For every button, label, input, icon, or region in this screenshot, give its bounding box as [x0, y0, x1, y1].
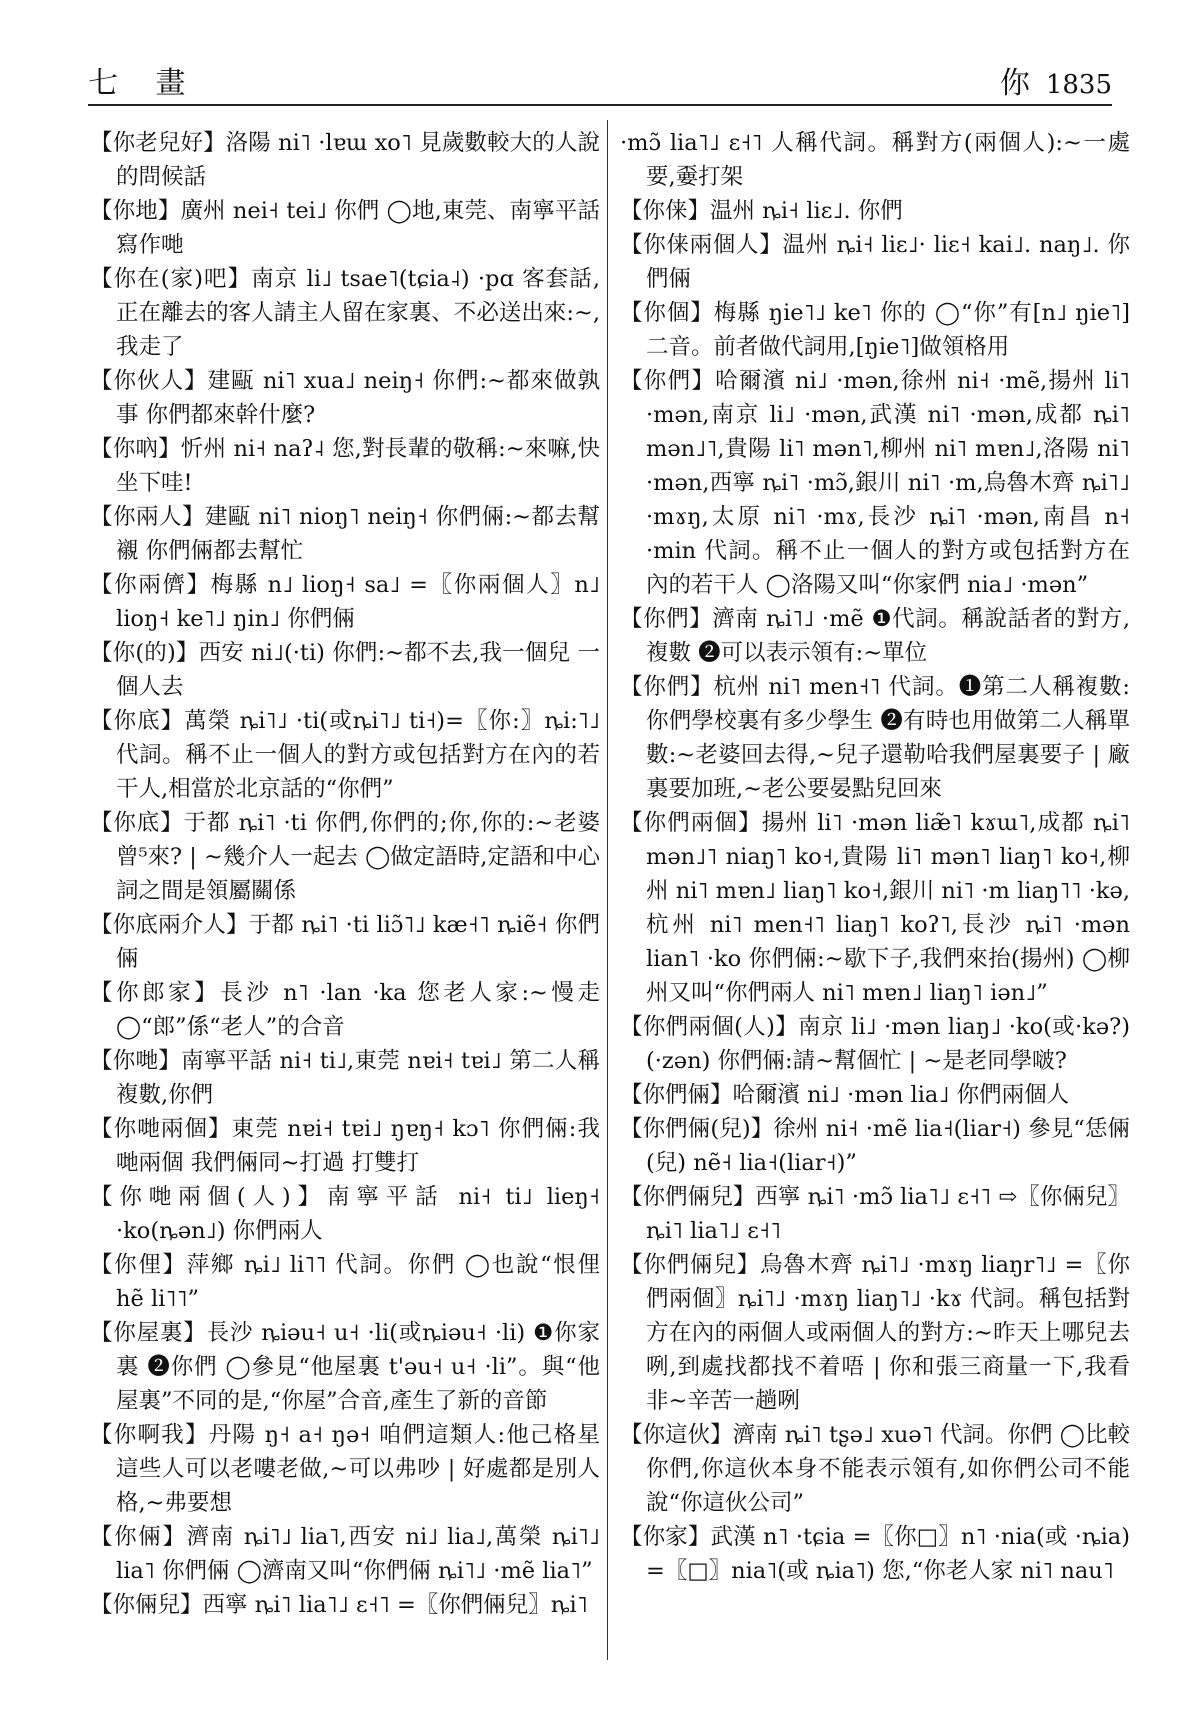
dictionary-entry: 【你(的)】西安 ni˩(·ti) 你們:~都不去,我一個兒 一個人去	[90, 640, 600, 700]
right-column	[620, 126, 1130, 1588]
dictionary-entry: 【你在(家)吧】南京 li˩ tsae˥(tɕia˨) ·pɑ 客套話,正在離去的客人請主人留在家裏、不必送出來:~,我走了	[90, 266, 600, 360]
dictionary-entry: 【你們倆(兒)】徐州 ni˧ ·mẽ lia˧(liar˧) 參見“恁倆(兒) nẽ˧ lia˧(liar˧)”	[620, 1116, 1130, 1176]
left-column	[90, 126, 600, 1622]
section-label: 七 畫	[88, 66, 200, 101]
dictionary-entry: 【你們】哈爾濱 ni˩ ·mən,徐州 ni˧ ·mẽ,揚州 li˥ ·mən,南京 li˩ ·mən,武漢 ni˥ ·mən,成都 ȵi˥ mən˩˥,貴陽 li˥ mən˥,柳州 ni˥ mɐn˩,洛陽 ni˥ ·mən,西寧 ȵi˥ ·mɔ̃,銀川 ni˥ ·m,烏魯木齊 ȵi˥˩ ·mɤŋ,太原 ni˥ ·mɤ,長沙 ȵi˥ ·mən,南昌 n˧ ·min 代詞。稱不止一個人的對方或包括對方在內的若干人 ◯洛陽又叫“你家們 nia˩ ·mən”	[620, 368, 1130, 598]
dictionary-entry: 【你俚】萍鄉 ȵi˩ li˥˥ 代詞。你們 ◯也說“恨俚 hẽ li˥˥”	[90, 1252, 600, 1312]
dictionary-entry: 【你個】梅縣 ŋie˥˩ ke˥ 你的 ◯“你”有[n˩ ŋie˥]二音。前者做代詞用,[ŋie˥]做領格用	[620, 300, 1130, 360]
dictionary-entry: 【你底】于都 ȵi˥ ·ti 你們,你們的;你,你的:~老婆曾⁵來? | ~幾介人一起去 ◯做定語時,定語和中心詞之間是領屬關係	[90, 810, 600, 904]
header-rule	[88, 104, 1112, 106]
dictionary-entry: 【你伙人】建甌 ni˥ xua˩ neiŋ˧ 你們:~都來做孰事 你們都來幹什麼?	[90, 368, 600, 428]
dictionary-entry: 【你屋裏】長沙 ȵiəu˧ u˧ ·li(或ȵiəu˧ ·li) ❶你家裏 ❷你們 ◯參見“他屋裏 t'əu˧ u˧ ·li”。與“他屋裏”不同的是,“你屋”合音,產生了新的音節	[90, 1320, 600, 1414]
dictionary-entry: 【你兩儕】梅縣 n˩ lioŋ˧ sa˩ =〖你兩個人〗n˩ lioŋ˧ ke˥˩ ŋin˩ 你們倆	[90, 572, 600, 632]
dictionary-entry: 【你兩人】建甌 ni˥ nioŋ˥ neiŋ˧ 你們倆:~都去幫襯 你們倆都去幫忙	[90, 504, 600, 564]
dictionary-entry: 【你們倆】哈爾濱 ni˩ ·mən lia˩ 你們兩個人	[620, 1082, 1070, 1108]
dictionary-entry: 【你吶】忻州 ni˧ naʔ˨ 您,對長輩的敬稱:~來嘛,快坐下哇!	[90, 436, 600, 496]
dictionary-entry: 【你哋兩個】東莞 nɐi˧ tɐi˩ ŋɐŋ˧ kɔ˥ 你們倆:我哋兩個 我們倆同~打過 打雙打	[90, 1116, 600, 1176]
running-headword: 你	[999, 66, 1030, 101]
dictionary-entry: 【你俫】温州 ȵi˧ liɛ˩. 你們	[620, 198, 903, 224]
dictionary-entry: 【你們兩個(人)】南京 li˩ ·mən liaŋ˩ ·ko(或·kə?)(·zən) 你們倆:請~幫個忙 | ~是老同學啵?	[620, 1014, 1130, 1074]
dictionary-entry: 【你倆】濟南 ȵi˥˩ lia˥,西安 ni˩ lia˩,萬榮 ȵi˥˩ lia˥ 你們倆 ◯濟南又叫“你們倆 ȵi˥˩ ·mẽ lia˥”	[90, 1524, 600, 1584]
dictionary-entry: 【你老兒好】洛陽 ni˥ ·lɐɯ xo˥ 見歲數較大的人說的問候話	[90, 130, 600, 190]
dictionary-entry: 【你俫兩個人】温州 ȵi˧ liɛ˩· liɛ˧ kai˩. naŋ˩. 你們倆	[620, 232, 1130, 292]
dictionary-entry: 【你們】杭州 ni˥ men˧˥ 代詞。❶第二人稱複數:你們學校裏有多少學生 ❷有時也用做第二人稱單數:~老婆回去得,~兒子還勒哈我們屋裏要子 | 廠裏要加班,~老公要晏點兒回來	[620, 674, 1130, 802]
page-number: 1835	[1045, 70, 1112, 100]
dictionary-entry: 【你啊我】丹陽 ŋ˧ a˧ ŋə˧ 咱們這類人:他己格星 這些人可以老嘍老做,~可以弗吵 | 好處都是別人格,~弗要想	[90, 1422, 600, 1516]
dictionary-entry: 【你地】廣州 nei˧ tei˩ 你們 ◯地,東莞、南寧平話寫作哋	[90, 198, 600, 258]
column-divider	[607, 120, 608, 1660]
dictionary-entry: 【你底】萬榮 ȵi˥˩ ·ti(或ȵi˥˩ ti˧)=〖你:〗ȵi:˥˩ 代詞。稱不止一個人的對方或包括對方在內的若干人,相當於北京話的“你們”	[90, 708, 600, 802]
dictionary-entry: 【你們倆兒】烏魯木齊 ȵi˥˩ ·mɤŋ liaŋr˥˩ =〖你們兩個〗ȵi˥˩ ·mɤŋ liaŋ˥˩ ·kɤ 代詞。稱包括對方在內的兩個人或兩個人的對方:~昨天上哪兒去咧,到處找都找不着唔 | 你和張三商量一下,我看非~辛苦一趟咧	[620, 1252, 1130, 1414]
dictionary-entry: 【你哋兩個(人)】南寧平話 ni˧ ti˩ lieŋ˧ ·ko(ȵən˩) 你們兩人	[90, 1184, 600, 1244]
dictionary-entry: 【你郎家】長沙 n˥ ·lan ·ka 您老人家:~慢走 ◯“郎”係“老人”的合音	[90, 980, 600, 1040]
header-right	[1000, 58, 1112, 102]
dictionary-entry: 【你們倆兒】西寧 ȵi˥ ·mɔ̃ lia˥˩ ɛ˧˥ ⇨〖你倆兒〗ȵi˥ lia˥˩ ɛ˧˥	[620, 1184, 1130, 1244]
dictionary-entry: 【你們兩個】揚州 li˥ ·mən liæ̃˥ kɤɯ˥,成都 ȵi˥ mən˩˥ niaŋ˥ ko˧,貴陽 li˥ mən˥ liaŋ˥ ko˧,柳州 ni˥ mɐn˩ liaŋ˥ ko˧,銀川 ni˥ ·m liaŋ˥˥ ·kə,杭州 ni˥ men˧˥ liaŋ˥ koʔ˥,長沙 ȵi˥ ·mən lian˥ ·ko 你們倆:~歇下子,我們來抬(揚州) ◯柳州又叫“你們兩人 ni˥ mɐn˩ liaŋ˥ iən˩”	[620, 810, 1130, 1006]
dictionary-entry: 【你倆兒】西寧 ȵi˥ lia˥˩ ɛ˧˥ =〖你們倆兒〗ȵi˥	[90, 1592, 588, 1618]
page-header	[88, 58, 1112, 101]
dictionary-entry: 【你底兩介人】于都 ȵi˥ ·ti liɔ̃˥˩ kæ˧˥ ȵiẽ˧ 你們倆	[90, 912, 600, 972]
dictionary-entry: 【你這伙】濟南 ȵi˥ tʂə˩ xuə˥ 代詞。你們 ◯比較你們,你這伙本身不能表示領有,如你們公司不能說“你這伙公司”	[620, 1422, 1130, 1516]
dictionary-entry: 【你們】濟南 ȵi˥˩ ·mẽ ❶代詞。稱說話者的對方,複數 ❷可以表示領有:~單位	[620, 606, 1130, 666]
dictionary-entry: 【你家】武漢 n˥ ·tɕia =〖你□〗n˥ ·nia(或 ·ȵia) =〖□〗nia˥(或 ȵia˥) 您,“你老人家 ni˥ nau˥	[620, 1524, 1130, 1584]
dictionary-entry: 【你哋】南寧平話 ni˧ ti˩,東莞 nɐi˧ tɐi˩ 第二人稱複數,你們	[90, 1048, 600, 1108]
dictionary-entry: ·mɔ̃ lia˥˩ ɛ˧˥ 人稱代詞。稱對方(兩個人):~一處要,嫑打架	[620, 130, 1130, 190]
